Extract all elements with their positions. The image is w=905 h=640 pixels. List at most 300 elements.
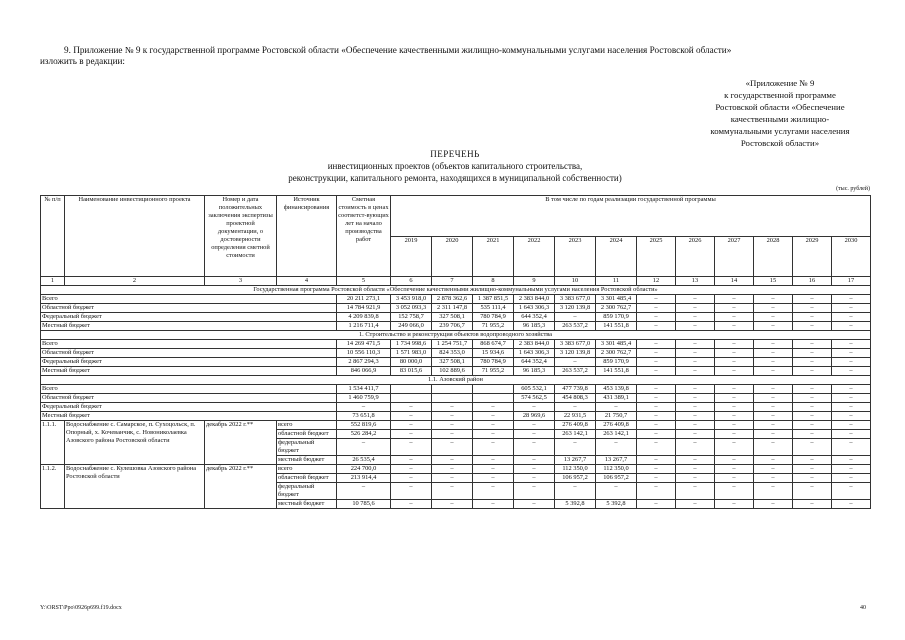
year-value: –: [754, 322, 793, 331]
year-value: –: [754, 421, 793, 430]
year-value: –: [715, 313, 754, 322]
cost-cell: 552 819,6: [337, 421, 391, 430]
column-number: 5: [337, 277, 391, 286]
year-value: 3 301 485,4: [596, 295, 637, 304]
year-value: –: [832, 456, 871, 465]
year-value: –: [473, 465, 514, 474]
year-value: –: [793, 349, 832, 358]
year-value: –: [715, 483, 754, 500]
year-value: 859 170,9: [596, 358, 637, 367]
year-value: 71 955,2: [473, 367, 514, 376]
year-value: 3 383 677,0: [555, 295, 596, 304]
section-row: [41, 286, 871, 295]
column-number: 6: [391, 277, 432, 286]
cost-cell: 14 784 921,9: [337, 304, 391, 313]
year-value: 477 739,8: [555, 385, 596, 394]
year-value: 1 734 998,6: [391, 340, 432, 349]
intro-line-2: изложить в редакции:: [40, 56, 125, 66]
year-value: –: [676, 483, 715, 500]
section-title: 1.1. Азовский район: [41, 376, 871, 385]
year-value: –: [676, 304, 715, 313]
year-value: –: [832, 474, 871, 483]
year-value: –: [832, 349, 871, 358]
year-value: –: [793, 358, 832, 367]
year-value: –: [754, 367, 793, 376]
year-value: –: [754, 403, 793, 412]
year-value: –: [754, 430, 793, 439]
column-number: 7: [432, 277, 473, 286]
year-value: 15 934,6: [473, 349, 514, 358]
heading-title: ПЕРЕЧЕНЬ: [430, 149, 480, 159]
year-value: –: [637, 385, 676, 394]
year-value: –: [637, 349, 676, 358]
col-doc-header: Номер и дата положительных заключения экспертизы проектной документации, о достоверности определения сметной стоимости: [205, 196, 277, 277]
year-value: –: [754, 439, 793, 456]
row-label: Федеральный бюджет: [41, 403, 337, 412]
project-row: [41, 421, 871, 430]
project-doc-date: декабрь 2022 г.**: [205, 465, 277, 509]
project-number: 1.1.1.: [41, 421, 65, 465]
year-value: –: [432, 421, 473, 430]
cost-cell: –: [337, 403, 391, 412]
year-value: –: [676, 358, 715, 367]
header-row-1: [41, 196, 871, 237]
year-value: –: [832, 295, 871, 304]
row-label: Местный бюджет: [41, 367, 337, 376]
table-row: [41, 412, 871, 421]
year-value: –: [637, 340, 676, 349]
year-value: –: [676, 322, 715, 331]
year-value: –: [391, 439, 432, 456]
year-value: –: [637, 474, 676, 483]
year-value: –: [832, 403, 871, 412]
year-value: –: [432, 403, 473, 412]
year-value: –: [754, 349, 793, 358]
year-value: –: [637, 483, 676, 500]
column-number: 12: [637, 277, 676, 286]
year-value: 96 185,3: [514, 367, 555, 376]
year-value: 102 889,6: [432, 367, 473, 376]
table-row: [41, 358, 871, 367]
year-value: –: [676, 474, 715, 483]
year-value: 780 784,9: [473, 313, 514, 322]
table-row: [41, 367, 871, 376]
column-number: 11: [596, 277, 637, 286]
year-value: 263 142,1: [596, 430, 637, 439]
year-value: –: [637, 500, 676, 509]
cost-cell: 1 460 759,9: [337, 394, 391, 403]
units-label: (тыс. рублей): [836, 186, 870, 192]
cost-cell: –: [337, 439, 391, 456]
project-number: 1.1.2.: [41, 465, 65, 509]
year-header: 2022: [514, 236, 555, 277]
year-value: 276 409,8: [555, 421, 596, 430]
year-value: –: [432, 474, 473, 483]
year-value: –: [676, 421, 715, 430]
year-value: 106 957,2: [596, 474, 637, 483]
year-value: –: [832, 304, 871, 313]
year-value: –: [514, 456, 555, 465]
row-label: Областной бюджет: [41, 394, 337, 403]
year-value: –: [715, 322, 754, 331]
funding-source: областной бюджет: [277, 430, 337, 439]
year-header: 2030: [832, 236, 871, 277]
appendix-line: качественными жилищно-: [730, 114, 830, 124]
year-value: –: [555, 313, 596, 322]
year-value: –: [637, 421, 676, 430]
year-value: –: [473, 421, 514, 430]
cost-cell: 20 211 273,1: [337, 295, 391, 304]
year-value: –: [637, 313, 676, 322]
year-value: –: [432, 439, 473, 456]
year-value: –: [514, 439, 555, 456]
year-value: 644 352,4: [514, 313, 555, 322]
year-value: 106 957,2: [555, 474, 596, 483]
year-value: 13 267,7: [596, 456, 637, 465]
year-value: 868 674,7: [473, 340, 514, 349]
table-row: [41, 394, 871, 403]
col-name-header: Наименование инвестиционного проекта: [65, 196, 205, 277]
year-value: –: [832, 421, 871, 430]
year-value: –: [715, 474, 754, 483]
funding-source: всего: [277, 421, 337, 430]
cost-cell: 1 216 711,4: [337, 322, 391, 331]
year-value: [473, 385, 514, 394]
year-value: –: [555, 483, 596, 500]
year-value: –: [637, 430, 676, 439]
year-value: –: [391, 403, 432, 412]
year-value: –: [832, 500, 871, 509]
year-value: –: [637, 439, 676, 456]
year-value: –: [793, 295, 832, 304]
section-row: [41, 331, 871, 340]
year-value: –: [754, 358, 793, 367]
year-value: –: [432, 430, 473, 439]
col-cost-header: Сметная стоимость в ценах соответст-вующих лет на начало производства работ: [337, 196, 391, 277]
year-value: 824 353,0: [432, 349, 473, 358]
column-number: 2: [65, 277, 205, 286]
year-value: –: [391, 465, 432, 474]
project-doc-date: декабрь 2022 г.**: [205, 421, 277, 465]
year-value: –: [676, 439, 715, 456]
year-value: [391, 385, 432, 394]
year-value: 1 254 751,7: [432, 340, 473, 349]
year-value: 780 784,9: [473, 358, 514, 367]
year-value: –: [754, 465, 793, 474]
year-value: 263 537,2: [555, 322, 596, 331]
year-value: –: [715, 430, 754, 439]
year-value: 141 551,8: [596, 322, 637, 331]
year-value: –: [832, 465, 871, 474]
cost-cell: 2 867 294,3: [337, 358, 391, 367]
year-value: 859 170,9: [596, 313, 637, 322]
year-value: –: [754, 313, 793, 322]
year-value: –: [793, 313, 832, 322]
column-number: 16: [793, 277, 832, 286]
year-value: 327 508,1: [432, 313, 473, 322]
year-value: –: [793, 340, 832, 349]
header-row-numbers: [41, 277, 871, 286]
year-header: 2028: [754, 236, 793, 277]
column-number: 3: [205, 277, 277, 286]
year-value: 3 383 677,0: [555, 340, 596, 349]
year-value: –: [754, 412, 793, 421]
year-value: –: [754, 295, 793, 304]
year-value: –: [637, 295, 676, 304]
intro-line-1: 9. Приложение № 9 к государственной программе Ростовской области «Обеспечение качественными жилищно-коммунальными услугами населения Ростовской области»: [64, 45, 732, 55]
year-value: –: [473, 403, 514, 412]
year-value: –: [832, 358, 871, 367]
year-value: 2 383 844,0: [514, 340, 555, 349]
cost-cell: 213 914,4: [337, 474, 391, 483]
heading-line-2: инвестиционных проектов (объектов капитального строительства,: [327, 161, 583, 171]
year-value: –: [676, 500, 715, 509]
year-value: 22 931,5: [555, 412, 596, 421]
year-value: –: [514, 483, 555, 500]
year-value: –: [473, 439, 514, 456]
year-header: 2021: [473, 236, 514, 277]
year-value: –: [637, 403, 676, 412]
col-years-group-header: В том числе по годам реализации государственной программы: [391, 196, 871, 237]
year-value: 239 706,7: [432, 322, 473, 331]
year-value: –: [596, 483, 637, 500]
year-value: 2 878 362,6: [432, 295, 473, 304]
year-value: 3 052 093,3: [391, 304, 432, 313]
year-value: –: [676, 349, 715, 358]
appendix-line: «Приложение № 9: [745, 78, 815, 88]
year-value: 21 750,7: [596, 412, 637, 421]
cost-cell: 224 700,0: [337, 465, 391, 474]
year-value: –: [514, 500, 555, 509]
year-value: –: [793, 439, 832, 456]
year-value: 2 311 147,8: [432, 304, 473, 313]
footer-page-number: 40: [860, 605, 866, 611]
year-value: 249 066,0: [391, 322, 432, 331]
year-value: –: [793, 474, 832, 483]
year-value: 112 350,0: [596, 465, 637, 474]
year-value: 263 537,2: [555, 367, 596, 376]
year-value: 263 142,1: [555, 430, 596, 439]
year-value: 152 758,7: [391, 313, 432, 322]
year-header: 2025: [637, 236, 676, 277]
year-value: 2 300 762,7: [596, 349, 637, 358]
year-value: –: [832, 367, 871, 376]
year-header: 2029: [793, 236, 832, 277]
cost-cell: 26 535,4: [337, 456, 391, 465]
year-value: –: [676, 394, 715, 403]
year-value: –: [832, 340, 871, 349]
column-number: 13: [676, 277, 715, 286]
year-value: 3 120 139,8: [555, 349, 596, 358]
year-value: –: [754, 483, 793, 500]
year-value: –: [832, 483, 871, 500]
year-value: –: [676, 295, 715, 304]
year-value: 276 409,8: [596, 421, 637, 430]
year-header: 2019: [391, 236, 432, 277]
year-header: 2020: [432, 236, 473, 277]
table-row: [41, 322, 871, 331]
row-label: Местный бюджет: [41, 322, 337, 331]
year-value: –: [793, 412, 832, 421]
year-value: [432, 394, 473, 403]
funding-source: местный бюджет: [277, 456, 337, 465]
year-value: –: [793, 394, 832, 403]
year-value: –: [715, 465, 754, 474]
year-value: –: [514, 465, 555, 474]
year-value: 3 453 918,0: [391, 295, 432, 304]
table-row: [41, 313, 871, 322]
table-row: [41, 340, 871, 349]
table-row: [41, 385, 871, 394]
year-value: –: [793, 483, 832, 500]
row-label: Всего: [41, 385, 337, 394]
column-number: 14: [715, 277, 754, 286]
year-value: 2 383 844,0: [514, 295, 555, 304]
year-value: –: [676, 403, 715, 412]
year-value: –: [832, 430, 871, 439]
year-value: –: [432, 412, 473, 421]
year-value: 3 301 485,4: [596, 340, 637, 349]
year-value: 327 508,1: [432, 358, 473, 367]
year-value: –: [637, 358, 676, 367]
year-value: –: [793, 421, 832, 430]
year-value: 1 643 306,3: [514, 349, 555, 358]
cost-cell: 4 209 839,8: [337, 313, 391, 322]
year-value: –: [793, 322, 832, 331]
cost-cell: 10 785,6: [337, 500, 391, 509]
year-value: –: [391, 500, 432, 509]
cost-cell: 1 534 411,7: [337, 385, 391, 394]
year-value: –: [514, 421, 555, 430]
year-value: 1 643 306,3: [514, 304, 555, 313]
year-header: 2024: [596, 236, 637, 277]
year-value: 574 562,5: [514, 394, 555, 403]
year-value: –: [637, 394, 676, 403]
year-value: 431 389,1: [596, 394, 637, 403]
year-value: –: [715, 385, 754, 394]
section-row: [41, 376, 871, 385]
row-label: Федеральный бюджет: [41, 313, 337, 322]
row-label: Областной бюджет: [41, 349, 337, 358]
appendix-line: коммунальными услугами населения: [710, 126, 850, 136]
cost-cell: 526 284,2: [337, 430, 391, 439]
year-value: 644 352,4: [514, 358, 555, 367]
year-value: [432, 385, 473, 394]
year-value: 28 969,6: [514, 412, 555, 421]
cost-cell: 10 556 110,3: [337, 349, 391, 358]
year-value: –: [832, 313, 871, 322]
section-title: 1. Строительство и реконструкция объектов водопроводного хозяйства: [41, 331, 871, 340]
year-value: –: [715, 500, 754, 509]
year-value: 454 808,3: [555, 394, 596, 403]
funding-source: местный бюджет: [277, 500, 337, 509]
year-value: 1 571 983,0: [391, 349, 432, 358]
year-value: –: [555, 358, 596, 367]
year-value: –: [793, 385, 832, 394]
year-header: 2027: [715, 236, 754, 277]
year-value: –: [514, 430, 555, 439]
year-value: –: [432, 465, 473, 474]
year-value: –: [754, 456, 793, 465]
year-value: –: [676, 465, 715, 474]
heading-line-3: реконструкции, капитального ремонта, находящихся в муниципальной собственности): [288, 173, 622, 183]
year-value: –: [676, 456, 715, 465]
year-value: 5 392,8: [555, 500, 596, 509]
investment-table: [40, 195, 871, 509]
year-value: –: [715, 367, 754, 376]
year-value: –: [473, 430, 514, 439]
year-value: –: [715, 412, 754, 421]
year-value: –: [555, 439, 596, 456]
table-row: [41, 349, 871, 358]
year-value: 71 955,2: [473, 322, 514, 331]
year-value: –: [832, 412, 871, 421]
year-value: [473, 394, 514, 403]
cost-cell: 73 651,8: [337, 412, 391, 421]
year-value: –: [514, 474, 555, 483]
row-label: Всего: [41, 340, 337, 349]
year-value: –: [676, 385, 715, 394]
year-value: –: [754, 304, 793, 313]
year-value: –: [754, 385, 793, 394]
year-value: 535 111,4: [473, 304, 514, 313]
year-value: 13 267,7: [555, 456, 596, 465]
document-heading: [150, 148, 760, 184]
year-value: 605 532,1: [514, 385, 555, 394]
year-value: –: [676, 313, 715, 322]
year-value: –: [754, 340, 793, 349]
project-name: Водоснабжение с. Кулешовка Азовского района Ростовской области: [65, 465, 205, 509]
year-value: –: [832, 439, 871, 456]
year-value: –: [391, 421, 432, 430]
appendix-line: Ростовской области»: [740, 138, 820, 148]
year-value: –: [793, 456, 832, 465]
year-value: –: [832, 322, 871, 331]
year-value: –: [715, 394, 754, 403]
year-value: –: [473, 474, 514, 483]
table-row: [41, 304, 871, 313]
year-value: –: [473, 412, 514, 421]
project-name: Водоснабжение с. Самарское, п. Сухоцольск, п. Опорный, х. Кочеванчик, с. Новониколаевка Азовского района Ростовской области: [65, 421, 205, 465]
year-value: –: [391, 456, 432, 465]
row-label: Федеральный бюджет: [41, 358, 337, 367]
year-value: –: [432, 483, 473, 500]
year-value: –: [391, 412, 432, 421]
year-value: –: [473, 500, 514, 509]
year-value: –: [637, 322, 676, 331]
column-number: 9: [514, 277, 555, 286]
year-value: –: [637, 412, 676, 421]
year-value: –: [391, 483, 432, 500]
year-value: 3 120 139,8: [555, 304, 596, 313]
column-number: 15: [754, 277, 793, 286]
year-value: –: [832, 394, 871, 403]
year-value: –: [555, 403, 596, 412]
year-value: –: [391, 474, 432, 483]
year-header: 2026: [676, 236, 715, 277]
year-value: –: [676, 340, 715, 349]
col-num-header: № п/п: [41, 196, 65, 277]
funding-source: всего: [277, 465, 337, 474]
year-value: 453 139,8: [596, 385, 637, 394]
year-value: –: [715, 358, 754, 367]
year-value: –: [432, 500, 473, 509]
cost-cell: 14 269 471,5: [337, 340, 391, 349]
appendix-line: Ростовской области «Обеспечение: [715, 102, 845, 112]
cost-cell: –: [337, 483, 391, 500]
column-number: 4: [277, 277, 337, 286]
year-value: 80 000,0: [391, 358, 432, 367]
